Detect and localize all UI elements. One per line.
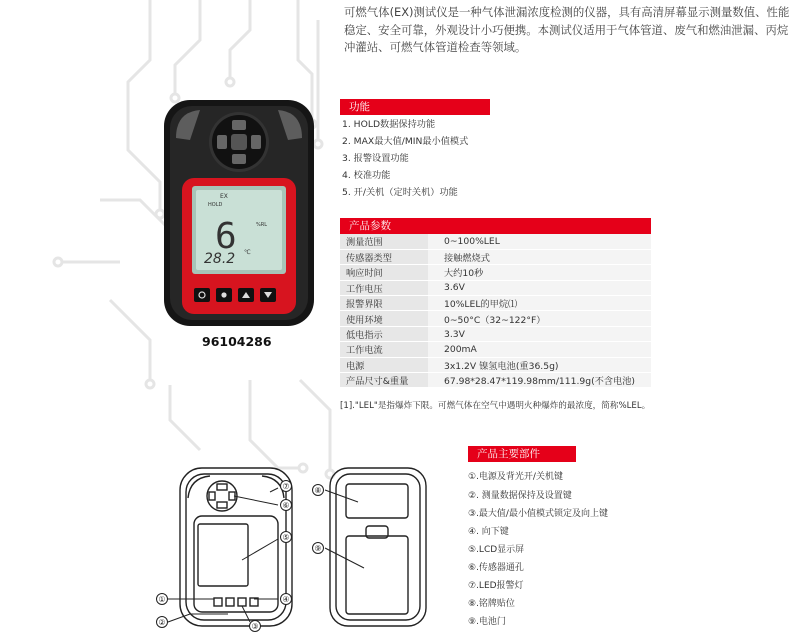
param-value: 接触燃烧式 — [428, 249, 651, 264]
lcd-ex-label: EX — [220, 193, 228, 200]
param-value: 0~100%LEL — [428, 234, 651, 249]
table-row — [340, 280, 651, 295]
param-value: 200mA — [428, 342, 651, 357]
product-photo — [160, 96, 320, 328]
params-title: 产品参数 — [340, 218, 651, 234]
table-row — [340, 265, 651, 280]
table-row — [340, 234, 651, 249]
part-item: ③.最大值/最小值模式锁定及向上键 — [468, 509, 608, 519]
param-key: 测量范围 — [340, 234, 428, 249]
footnote: [1]."LEL"是指爆炸下限。可燃气体在空气中遇明火种爆炸的最浓度，简称%LEL。 — [340, 401, 651, 411]
parts-title: 产品主要部件 — [468, 446, 576, 462]
param-key: 传感器类型 — [340, 249, 428, 264]
callout-label: ③ — [251, 622, 259, 631]
feature-item: 3. 报警设置功能 — [342, 153, 409, 164]
intro-paragraph: 可燃气体(EX)测试仪是一种气体泄漏浓度检测的仪器，具有高清屏幕显示测量数值、性能稳定、安全可靠，外观设计小巧便携。本测试仪适用于气体管道、废气和燃油泄漏、丙烷冲灌站、可燃气体管道检查等领域。 — [344, 5, 790, 55]
param-value: 3x1.2V 镍氢电池(重36.5g) — [428, 357, 651, 372]
part-item: ⑨.电池门 — [468, 617, 506, 627]
part-item: ④. 向下键 — [468, 527, 509, 537]
param-value: 3.3V — [428, 326, 651, 341]
callout-label: ⑤ — [282, 533, 290, 542]
feature-item: 4. 校准功能 — [342, 170, 391, 181]
param-value: 0~50°C（32~122°F） — [428, 311, 651, 326]
param-key: 使用环境 — [340, 311, 428, 326]
lcd-temp-unit: ℃ — [244, 249, 251, 256]
dot-icon — [221, 292, 226, 297]
part-item: ②. 测量数据保持及设置键 — [468, 491, 572, 501]
feature-item: 2. MAX最大值/MIN最小值模式 — [342, 136, 469, 147]
table-row — [340, 342, 651, 357]
param-key: 报警界限 — [340, 296, 428, 311]
lcd-temperature: 28.2 — [204, 251, 236, 267]
params-table — [340, 234, 651, 388]
table-row — [340, 373, 651, 388]
param-value: 大约10秒 — [428, 265, 651, 280]
param-key: 低电指示 — [340, 326, 428, 341]
lcd-unit: %RL — [256, 222, 268, 228]
front-view-outline — [180, 468, 292, 626]
table-row — [340, 311, 651, 326]
part-item: ⑤.LCD显示屏 — [468, 545, 525, 555]
part-item: ⑥.传感器通孔 — [468, 563, 524, 573]
param-key: 工作电流 — [340, 342, 428, 357]
power-button[interactable] — [194, 288, 210, 302]
param-key: 响应时间 — [340, 265, 428, 280]
table-row — [340, 296, 651, 311]
callout-label: ② — [158, 618, 166, 627]
callout-label: ⑦ — [282, 482, 290, 491]
lcd-hold-label: HOLD — [208, 202, 223, 208]
part-item: ⑧.铭牌贴位 — [468, 599, 515, 609]
table-row — [340, 357, 651, 372]
model-number: 96104286 — [202, 334, 272, 349]
sensor-grille — [209, 112, 269, 172]
callout-label: ⑥ — [282, 501, 290, 510]
callout-label: ④ — [282, 595, 290, 604]
part-item: ⑦.LED报警灯 — [468, 581, 524, 591]
table-row — [340, 326, 651, 341]
param-key: 工作电压 — [340, 280, 428, 295]
feature-item: 1. HOLD数据保持功能 — [342, 119, 436, 130]
table-row — [340, 249, 651, 264]
callout-label: ⑧ — [314, 486, 322, 495]
features-title: 功能 — [340, 99, 490, 115]
param-value: 67.98*28.47*119.98mm/111.9g(不含电池) — [428, 373, 651, 388]
param-value: 3.6V — [428, 280, 651, 295]
feature-item: 5. 开/关机（定时关机）功能 — [342, 187, 458, 198]
callout-label: ① — [158, 595, 166, 604]
param-key: 电源 — [340, 357, 428, 372]
param-value: 10%LEL的甲烷⑴ — [428, 296, 651, 311]
part-item: ①.电源及背光开/关机键 — [468, 472, 563, 482]
parts-diagram — [150, 460, 440, 634]
back-view-outline — [330, 468, 426, 626]
lcd-reading: 6 — [215, 216, 237, 257]
param-key: 产品尺寸&重量 — [340, 373, 428, 388]
callout-label: ⑨ — [314, 544, 322, 553]
